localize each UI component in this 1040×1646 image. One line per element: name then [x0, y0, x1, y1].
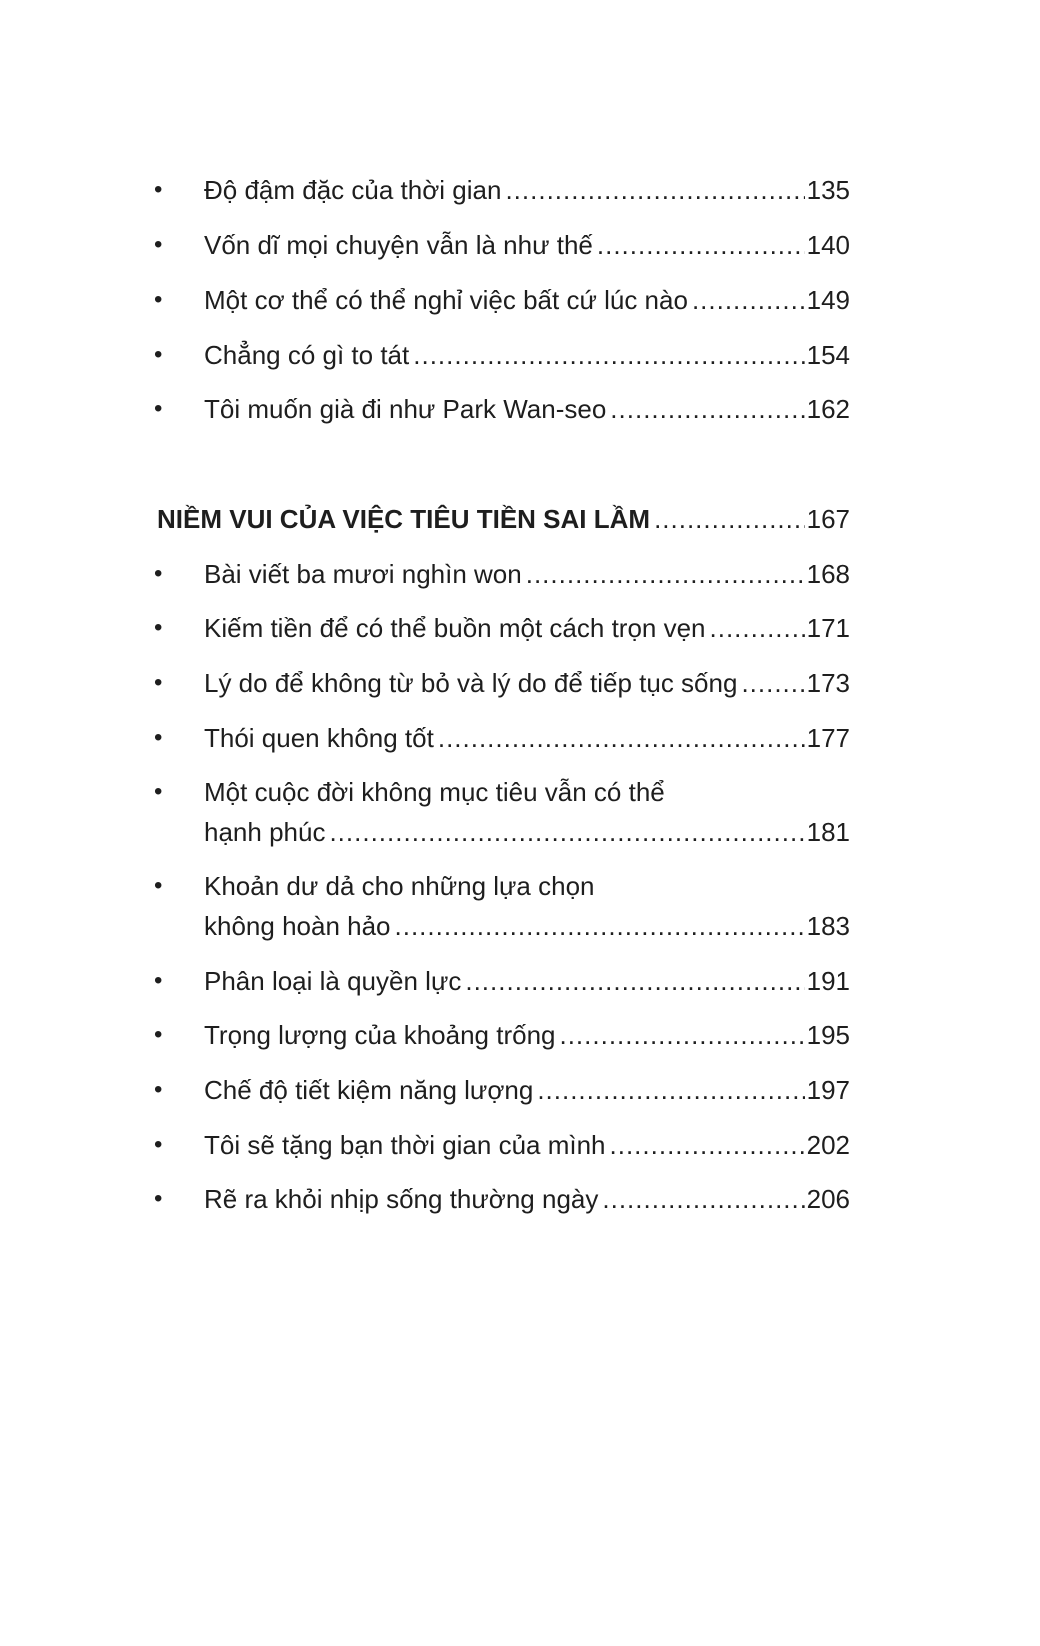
dot-leader [692, 280, 805, 320]
dot-leader [413, 335, 804, 375]
toc-entry-line [204, 718, 850, 758]
toc-entry-title: Phân loại là quyền lực [204, 966, 462, 996]
bullet-icon: • [154, 341, 163, 368]
bullet-icon: • [154, 872, 163, 899]
toc-entry-title-line2: hạnh phúc [204, 817, 326, 847]
toc-entry-line [204, 554, 850, 594]
bullet-icon: • [154, 176, 163, 203]
toc-entry-line [204, 280, 850, 320]
toc-entry-title: Một cơ thể có thể nghỉ việc bất cứ lúc nào [204, 285, 688, 315]
toc-section-line [157, 499, 850, 539]
dot-leader [537, 1070, 804, 1110]
toc-entry-page: 140 [806, 230, 850, 260]
toc-entry-title-line2: không hoàn hảo [204, 911, 391, 941]
toc-entry-page: 168 [806, 559, 850, 589]
toc-entry-page: 171 [806, 613, 850, 643]
dot-leader [610, 389, 804, 429]
toc-entry-line [204, 1125, 850, 1165]
toc-entry-title: Bài viết ba mươi nghìn won [204, 559, 522, 589]
section-title: NIỀM VUI CỦA VIỆC TIÊU TIỀN SAI LẦM [157, 504, 651, 534]
toc-entry-line [204, 389, 850, 429]
toc-entry-page: 154 [806, 340, 850, 370]
dot-leader [395, 906, 805, 946]
toc-entry-line [204, 1070, 850, 1110]
dot-leader [559, 1015, 804, 1055]
toc-entry-title: Tôi muốn già đi như Park Wan-seo [204, 394, 607, 424]
dot-leader [505, 170, 804, 210]
toc-entry-line [204, 906, 850, 946]
toc-entry-page: 149 [806, 285, 850, 315]
toc-entry-line [204, 961, 850, 1001]
bullet-icon: • [154, 724, 163, 751]
toc-entry-page: 206 [806, 1184, 850, 1214]
toc-entry-line [204, 663, 850, 703]
bullet-icon: • [154, 560, 163, 587]
toc-entry-line [204, 1015, 850, 1055]
toc-entry-title: Rẽ ra khỏi nhịp sống thường ngày [204, 1184, 599, 1214]
bullet-icon: • [154, 395, 163, 422]
bullet-icon: • [154, 1185, 163, 1212]
bullet-icon: • [154, 286, 163, 313]
dot-leader [710, 608, 805, 648]
toc-entry-page: 195 [806, 1020, 850, 1050]
bullet-icon: • [154, 1021, 163, 1048]
toc-entry-title-line1: Một cuộc đời không mục tiêu vẫn có thể [204, 777, 665, 807]
toc-entry-page: 183 [806, 911, 850, 941]
toc-entry-page: 135 [806, 175, 850, 205]
toc-entry-title: Chẳng có gì to tát [204, 340, 410, 370]
dot-leader [741, 663, 804, 703]
toc-entry-line [204, 608, 850, 648]
dot-leader [329, 812, 804, 852]
toc-entry-title: Trọng lượng của khoảng trống [204, 1020, 556, 1050]
toc-entry-page: 197 [806, 1075, 850, 1105]
dot-leader [597, 225, 805, 265]
toc-entry-line [204, 1179, 850, 1219]
dot-leader [465, 961, 804, 1001]
toc-entry-line [204, 225, 850, 265]
dot-leader [438, 718, 805, 758]
toc-entry-page: 173 [806, 668, 850, 698]
bullet-icon: • [154, 1076, 163, 1103]
toc-entry-title: Thói quen không tốt [204, 723, 434, 753]
toc-entry-page: 202 [806, 1130, 850, 1160]
bullet-icon: • [154, 614, 163, 641]
toc-entry-title: Vốn dĩ mọi chuyện vẫn là như thế [204, 230, 593, 260]
toc-entry-line [204, 170, 850, 210]
dot-leader [526, 554, 805, 594]
toc-entry-page: 191 [806, 966, 850, 996]
bullet-icon: • [154, 669, 163, 696]
toc-entry-line [204, 812, 850, 852]
section-page: 167 [806, 504, 850, 534]
toc-entry-line [204, 866, 850, 906]
dot-leader [602, 1179, 804, 1219]
bullet-icon: • [154, 1131, 163, 1158]
toc-entry-line [204, 335, 850, 375]
toc-entry-title: Lý do để không từ bỏ và lý do để tiếp tục sống [204, 668, 738, 698]
toc-entry-title: Kiếm tiền để có thể buồn một cách trọn vẹn [204, 613, 706, 643]
toc-entry-page: 177 [806, 723, 850, 753]
toc-entry-title-line1: Khoản dư dả cho những lựa chọn [204, 871, 595, 901]
dot-leader [610, 1125, 805, 1165]
bullet-icon: • [154, 967, 163, 994]
toc-entry-page: 162 [806, 394, 850, 424]
toc-entry-line [204, 772, 850, 812]
toc-entry-title: Độ đậm đặc của thời gian [204, 175, 502, 205]
dot-leader [654, 499, 805, 539]
bullet-icon: • [154, 231, 163, 258]
toc-entry-title: Tôi sẽ tặng bạn thời gian của mình [204, 1130, 606, 1160]
bullet-icon: • [154, 778, 163, 805]
toc-entry-page: 181 [806, 817, 850, 847]
toc-entry-title: Chế độ tiết kiệm năng lượng [204, 1075, 534, 1105]
